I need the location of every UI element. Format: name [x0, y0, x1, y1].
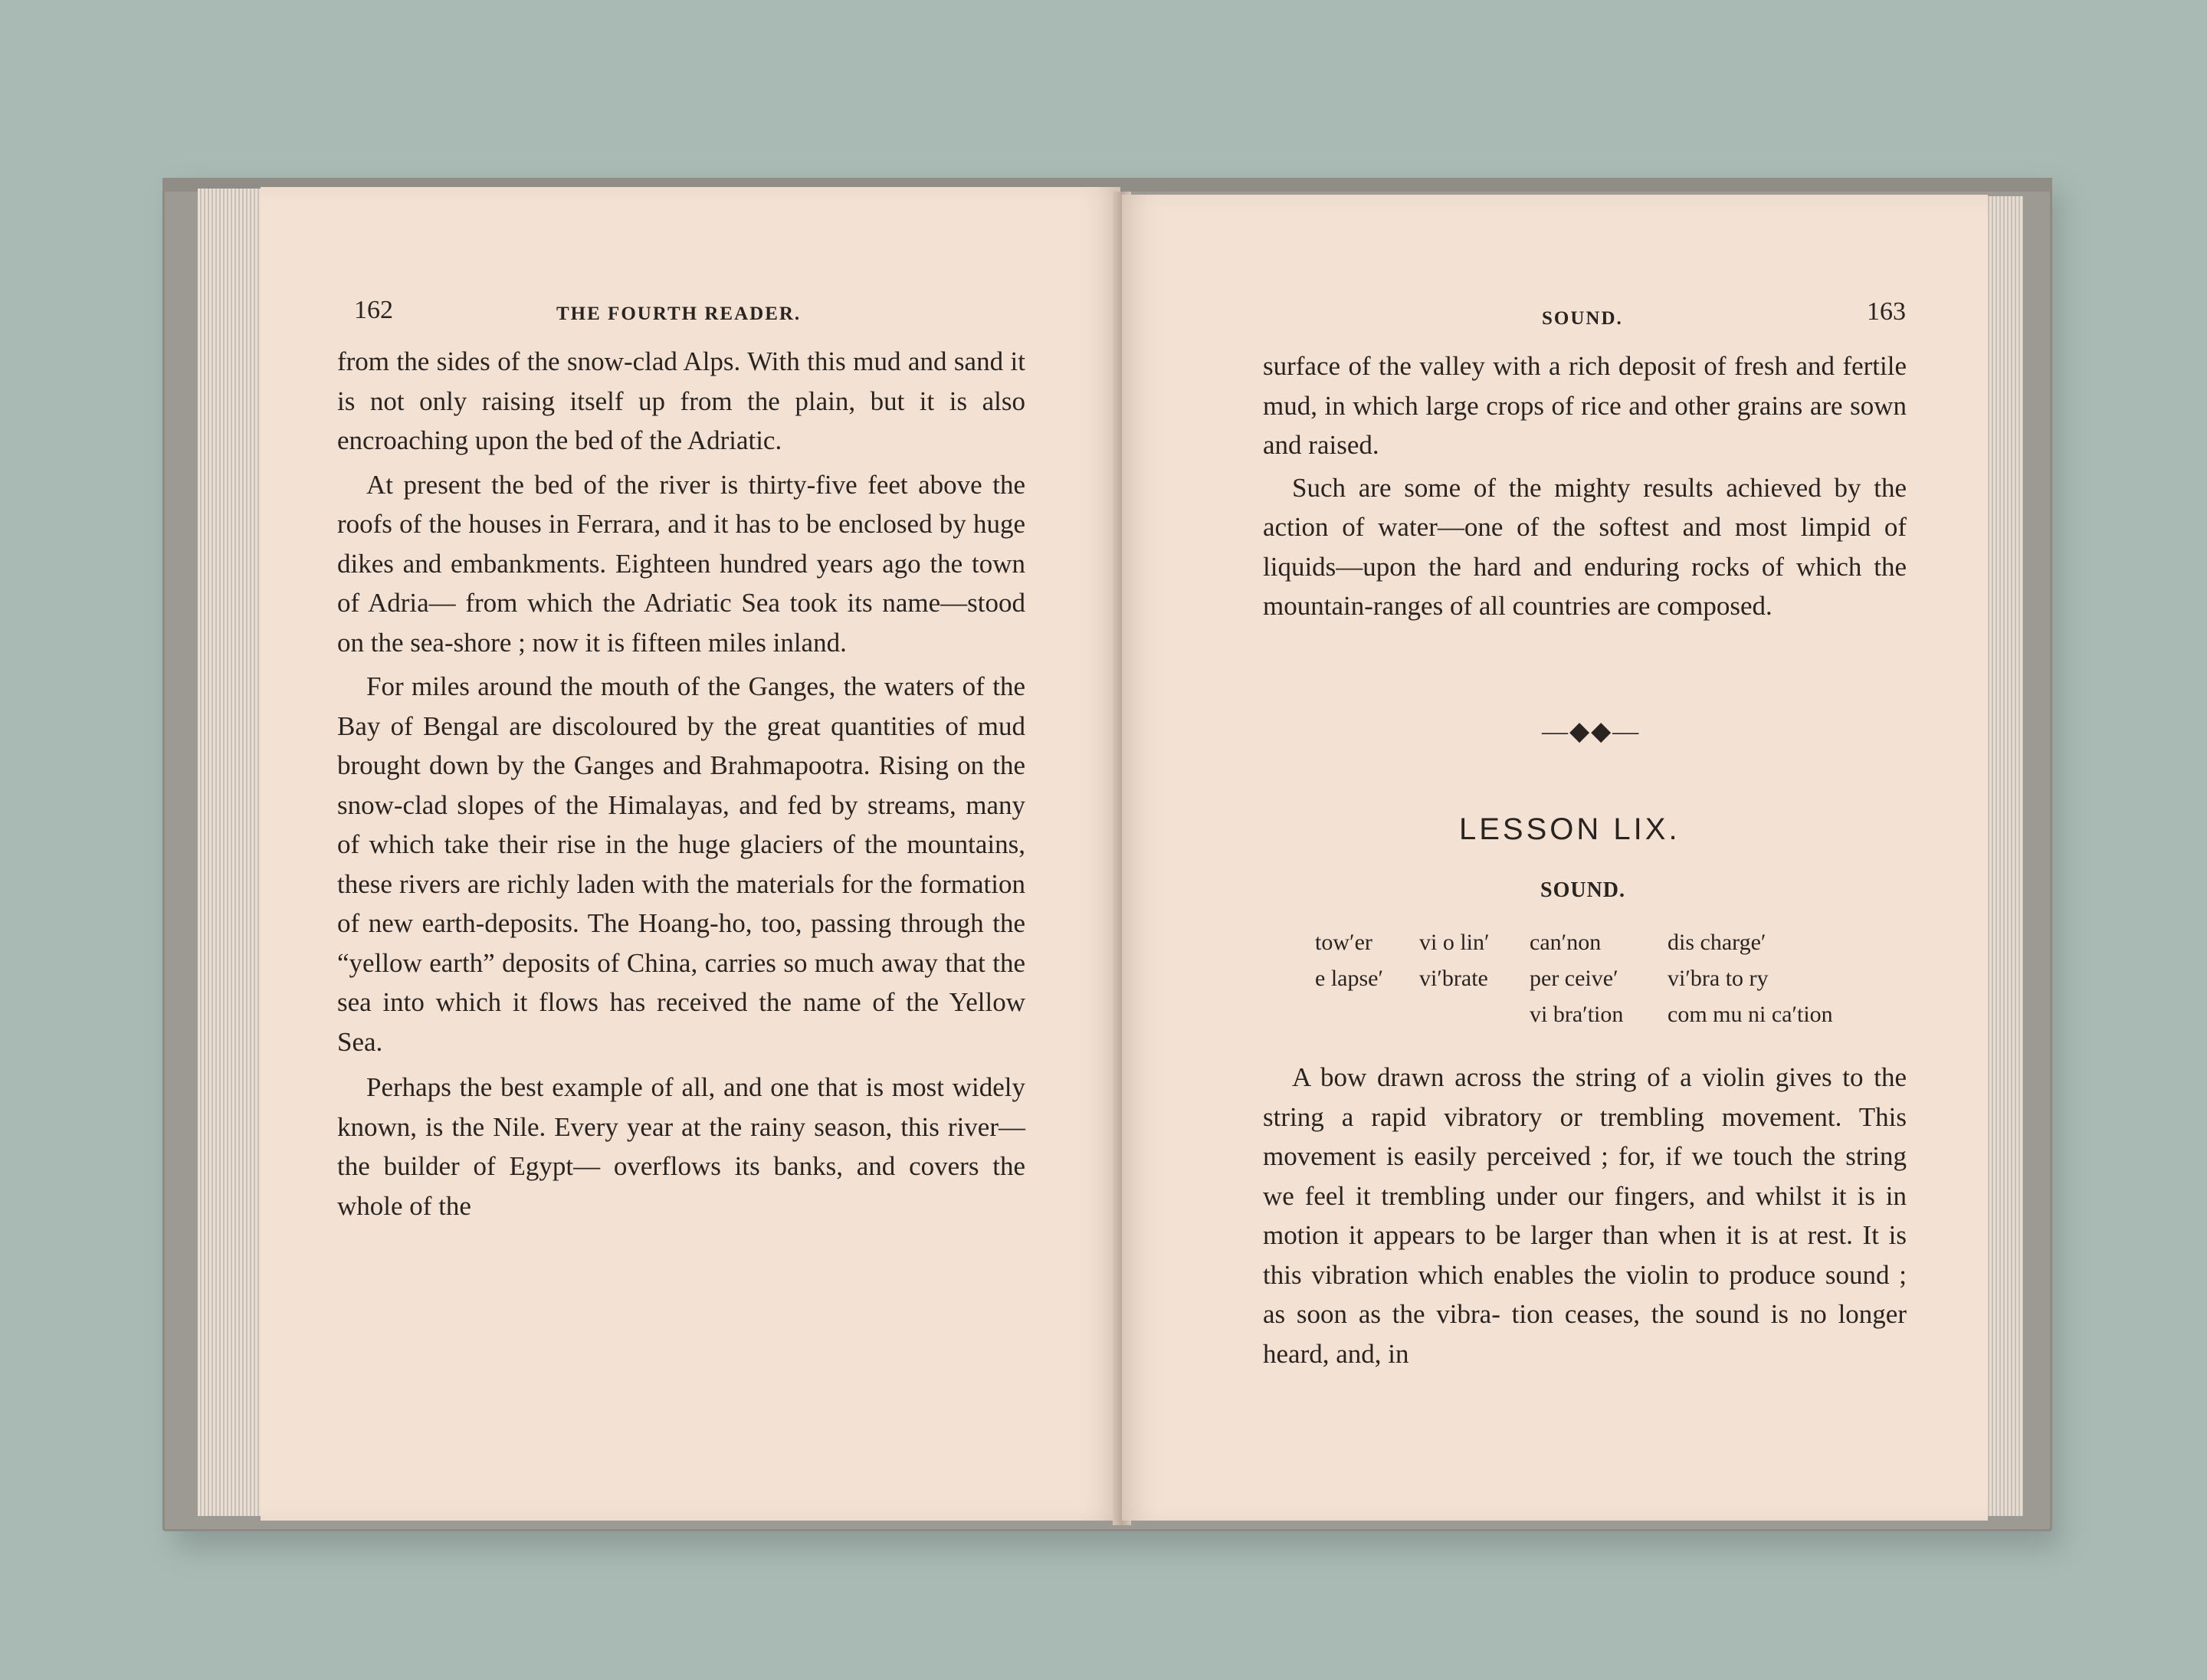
section-ornament: —◆◆—	[1542, 717, 1641, 746]
vocabulary-column	[1315, 924, 1383, 996]
vocabulary-word: tow′er	[1315, 930, 1372, 955]
vocabulary-column	[1419, 924, 1490, 996]
lesson-body	[1263, 1058, 1907, 1373]
vocabulary-column	[1530, 924, 1623, 1032]
right-page-block-edges	[1982, 196, 2023, 1516]
left-page	[261, 187, 1120, 1521]
vocabulary-word: can′non	[1530, 930, 1602, 955]
paragraph: At present the bed of the river is thirty-five feet above the roofs of the houses in Ferrara, and it has to be enclosed by huge dikes and embankments. Eighteen hundred years ago the town of Adria— from which the Adriatic Sea took its name—stood on the sea-shore ; now it is fifteen miles inland.	[337, 469, 1025, 658]
left-page-block-edges	[198, 189, 268, 1516]
running-head: THE FOURTH READER.	[556, 304, 802, 324]
paragraph: Perhaps the best example of all, and one that is most widely known, is the Nile. Every year at the rainy season, this river—the builder of Egypt— overflows its banks, and covers the whole of the	[337, 1072, 1025, 1221]
right-page-body	[1263, 346, 1907, 626]
paragraph: surface of the valley with a rich deposit of fresh and fertile mud, in which large crops of rice and other grains are sown and raised.	[1263, 351, 1907, 460]
page-number: 163	[1867, 297, 1906, 326]
vocabulary-word: com mu ni ca′tion	[1668, 1002, 1833, 1027]
vocabulary-list	[1315, 924, 1913, 1039]
vocabulary-word: dis charge′	[1668, 930, 1766, 955]
vocabulary-word: vi o lin′	[1419, 930, 1490, 955]
paragraph: from the sides of the snow-clad Alps. With this mud and sand it is not only raising itself up from the plain, but it is also encroaching upon the bed of the Adriatic.	[337, 346, 1025, 455]
right-page	[1122, 195, 1988, 1521]
paragraph: For miles around the mouth of the Ganges, the waters of the Bay of Bengal are discoloured by the great quantities of mud brought down by the Ganges and Brahmapootra. Rising on the snow-clad slopes of the Himalayas, and fed by streams, many of which take their rise in the huge glaciers of the mountains, these rivers are richly laden with the materials for the formation of new earth-deposits. The Hoang-ho, too, passing through the “yellow earth” deposits of China, carries so much away that the sea into which it flows has received the name of the Yellow Sea.	[337, 671, 1025, 1057]
lesson-subtitle: SOUND.	[1540, 878, 1626, 902]
lesson-title: LESSON LIX.	[1459, 812, 1681, 846]
vocabulary-word: vi bra′tion	[1530, 1002, 1624, 1027]
vocabulary-word: vi′bra to ry	[1668, 966, 1769, 991]
paragraph: A bow drawn across the string of a violin gives to the string a rapid vibratory or trembling movement. This movement is easily perceived ; for, if we touch the string we feel it trembling under our fingers, and whilst it is in motion it appears to be larger than when it is at rest. It is this vibration which enables the violin to produce sound ; as soon as the vibra- tion ceases, the sound is no longer heard, and, in	[1263, 1062, 1907, 1369]
vocabulary-column	[1668, 924, 1833, 1032]
paragraph: Such are some of the mighty results achieved by the action of water—one of the softest and most limpid of liquids—upon the hard and enduring rocks of which the mountain-ranges of all countries are composed.	[1263, 472, 1907, 621]
running-head: SOUND.	[1542, 308, 1623, 329]
vocabulary-word: per ceive′	[1530, 966, 1618, 991]
vocabulary-word: e lapse′	[1315, 966, 1384, 991]
vocabulary-word: vi′brate	[1419, 966, 1488, 991]
page-number: 162	[354, 296, 393, 324]
left-page-body	[337, 342, 1025, 1226]
